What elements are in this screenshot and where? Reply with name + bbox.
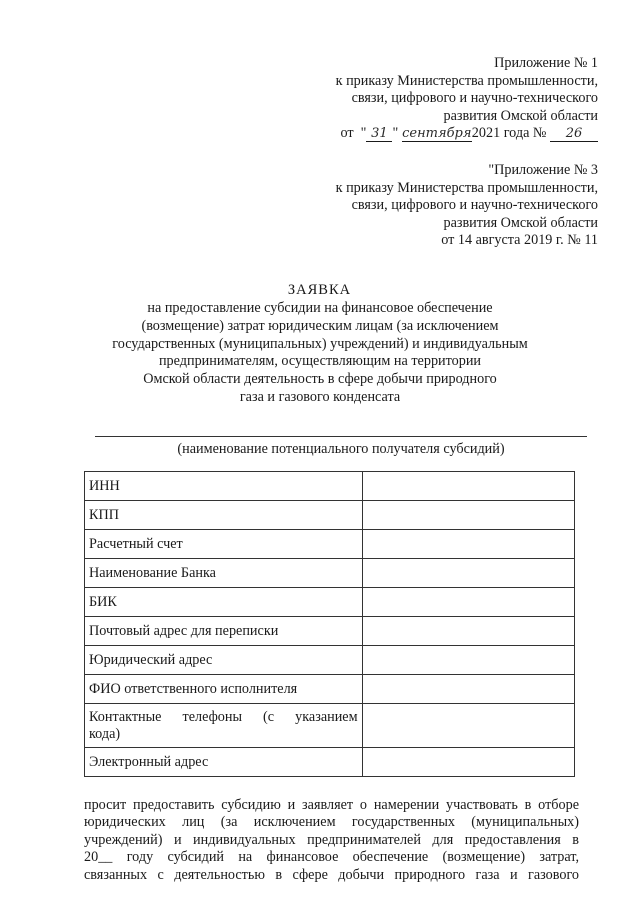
body-line: учреждений) и индивидуальных предпринимателей для предоставления в <box>84 831 579 848</box>
table-row <box>85 588 575 617</box>
handwritten-month: сентября <box>402 126 472 142</box>
row-label-responsible-person: ФИО ответственного исполнителя <box>85 675 363 704</box>
recipient-name-line <box>95 436 587 437</box>
annex-3-title: "Приложение № 3 <box>488 162 598 178</box>
body-line: просит предоставить субсидию и заявляет о намерении участвовать в отборе <box>84 797 579 813</box>
row-label-bik: БИК <box>85 588 363 617</box>
document-subtitle <box>110 300 530 407</box>
row-label-postal-address: Почтовый адрес для переписки <box>85 617 363 646</box>
row-value-legal-address <box>362 646 574 675</box>
table-row <box>85 675 575 704</box>
subtitle-line: предпринимателям, осуществляющим на территории <box>158 353 482 370</box>
row-label-inn: ИНН <box>85 472 363 501</box>
annex-1-date-line: от " 31 " сентября2021 года № 26 <box>336 125 598 143</box>
table-row <box>85 748 575 777</box>
annex-3-line-4: развития Омской области <box>443 214 598 231</box>
annex-1-line-3: связи, цифрового и научно-технического <box>351 90 598 107</box>
applicant-info-table <box>84 471 575 777</box>
row-label-email: Электронный адрес <box>85 748 363 777</box>
table-row <box>85 646 575 675</box>
subtitle-line: Омской области деятельность в сфере добычи природного <box>143 371 497 388</box>
row-label-legal-address: Юридический адрес <box>85 646 363 675</box>
table-row <box>85 617 575 646</box>
table-row <box>85 472 575 501</box>
from-prefix: от <box>340 125 354 142</box>
subtitle-line: газа и газового конденсата <box>239 388 401 405</box>
handwritten-day: 31 <box>366 126 392 142</box>
row-label-kpp: КПП <box>85 501 363 530</box>
annex-1-title: Приложение № 1 <box>494 55 598 71</box>
subtitle-line: на предоставление субсидии на финансовое обеспечение <box>147 300 493 316</box>
document-title: ЗАЯВКА <box>287 282 352 298</box>
row-value-phones <box>362 704 574 748</box>
table-row <box>85 559 575 588</box>
table-row <box>85 704 575 748</box>
row-value-kpp <box>362 501 574 530</box>
row-label-bank: Наименование Банка <box>85 559 363 588</box>
row-value-account <box>362 530 574 559</box>
annex-1-header <box>336 55 598 143</box>
phones-label-line-1: Контактные телефоны (с указанием <box>89 708 358 725</box>
year-text: 2021 года № <box>471 125 547 142</box>
row-label-account: Расчетный счет <box>85 530 363 559</box>
row-value-bank <box>362 559 574 588</box>
row-value-bik <box>362 588 574 617</box>
annex-1-line-2: к приказу Министерства промышленности, <box>335 72 598 89</box>
body-line: 20__ году субсидий на финансовое обеспечение (возмещение) затрат, <box>84 849 579 866</box>
phones-label-line-2: кода) <box>89 725 121 742</box>
handwritten-number: 26 <box>550 126 598 142</box>
row-value-email <box>362 748 574 777</box>
annex-3-line-3: связи, цифрового и научно-технического <box>351 197 598 214</box>
row-value-inn <box>362 472 574 501</box>
subtitle-line: (возмещение) затрат юридическим лицам (за исключением <box>141 317 499 334</box>
table-row <box>85 501 575 530</box>
annex-3-line-5: от 14 августа 2019 г. № 11 <box>441 232 598 249</box>
subtitle-line: государственных (муниципальных) учреждений) и индивидуальным <box>112 335 528 352</box>
row-value-responsible-person <box>362 675 574 704</box>
table-row <box>85 530 575 559</box>
body-line: связанных с деятельностью в сфере добычи природного газа и газового <box>84 866 579 883</box>
recipient-name-caption: (наименование потенциального получателя субсидий) <box>177 441 505 457</box>
body-paragraph <box>84 797 579 884</box>
row-label-phones <box>85 704 363 748</box>
body-line: юридических лиц (за исключением государственных (муниципальных) <box>84 814 579 831</box>
row-value-postal-address <box>362 617 574 646</box>
annex-1-line-4: развития Омской области <box>443 107 598 124</box>
annex-3-line-2: к приказу Министерства промышленности, <box>335 179 598 196</box>
annex-3-header <box>336 162 598 250</box>
